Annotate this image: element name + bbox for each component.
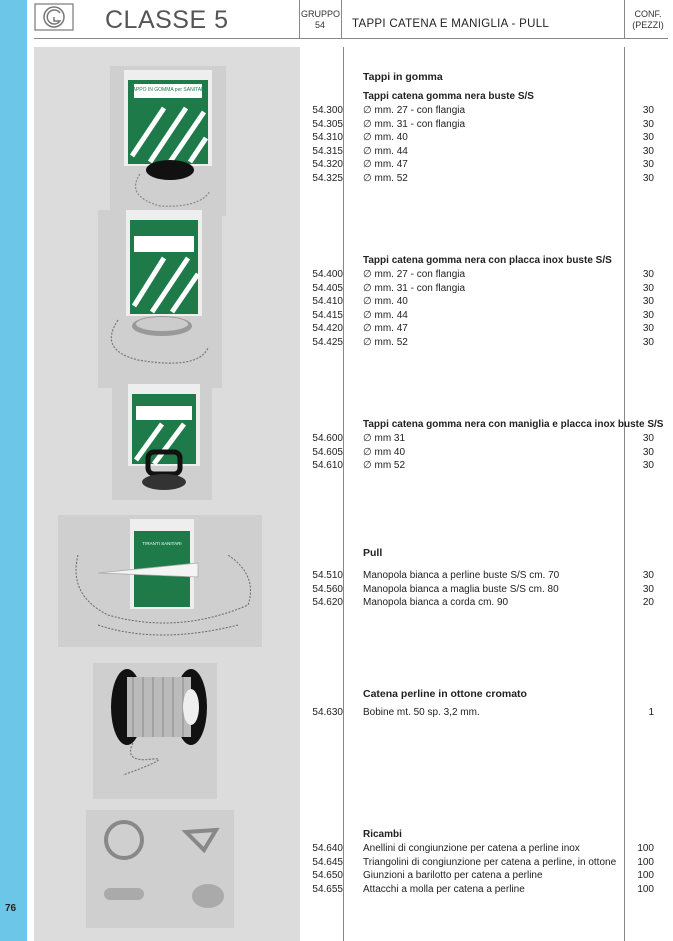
section-title-pull: Pull (363, 547, 383, 559)
item-quantity: 30 (642, 159, 654, 171)
description-list (363, 104, 643, 186)
item-description: ∅ mm. 44 (363, 309, 408, 321)
code-list (303, 706, 343, 720)
item-code: 54.640 (312, 843, 343, 854)
section-subtitle: Tappi catena gomma nera con maniglia e placca inox buste S/S (363, 419, 664, 430)
item-code: 54.325 (312, 172, 343, 184)
code-list (303, 432, 343, 473)
product-photo-plug-handle (112, 384, 212, 500)
quantity-list (620, 842, 654, 896)
item-description: ∅ mm. 40 (363, 132, 408, 144)
item-description: ∅ mm. 47 (363, 159, 408, 171)
item-description: ∅ mm. 27 - con flangia (363, 105, 466, 116)
header-separator (299, 0, 300, 38)
page-number: 76 (5, 903, 17, 914)
class-title: CLASSE 5 (105, 6, 229, 34)
item-code: 54.620 (312, 597, 343, 609)
item-quantity: 30 (642, 172, 654, 184)
item-quantity: 30 (642, 570, 654, 581)
item-code: 54.400 (312, 269, 343, 280)
conf-label: CONF. (634, 9, 662, 19)
section-title-rubber-plugs: Tappi in gomma (363, 71, 443, 83)
item-code: 54.510 (312, 570, 343, 581)
item-code: 54.315 (312, 145, 343, 157)
conf-box (628, 9, 668, 31)
item-description: ∅ mm. 44 (363, 145, 408, 157)
item-description: Bobine mt. 50 sp. 3,2 mm. (363, 707, 480, 718)
item-code: 54.630 (312, 707, 343, 718)
item-code: 54.600 (312, 433, 343, 444)
bag-label: TAPPO IN GOMMA per SANITARI (129, 87, 207, 93)
item-description: Attacchi a molla per catena a perline (363, 883, 525, 895)
section-subtitle: Tappi catena gomma nera buste S/S (363, 91, 534, 102)
product-photo-plug (110, 66, 226, 216)
side-color-strip (0, 0, 27, 941)
group-number: 54 (314, 20, 325, 30)
quantity-list (620, 706, 654, 720)
item-code: 54.655 (312, 883, 343, 895)
bag-label-pull: TIRANTI SANITARI (142, 541, 182, 546)
item-quantity: 30 (642, 446, 654, 458)
item-code: 54.415 (312, 309, 343, 321)
item-description: ∅ mm. 40 (363, 296, 408, 308)
section-subtitle: Ricambi (363, 829, 402, 840)
item-description: Giunzioni a barilotto per catena a perline (363, 870, 543, 882)
page-title: TAPPI CATENA E MANIGLIA - PULL (352, 18, 550, 30)
description-list (363, 268, 643, 350)
quantity-list (620, 104, 654, 186)
item-code: 54.420 (312, 323, 343, 335)
code-list (303, 569, 343, 610)
code-list (303, 268, 343, 350)
item-quantity: 30 (642, 269, 654, 280)
code-list (303, 842, 343, 896)
section-subtitle: Tappi catena gomma nera con placca inox buste S/S (363, 255, 612, 266)
item-code: 54.320 (312, 159, 343, 171)
code-list (303, 104, 343, 186)
item-quantity: 30 (642, 145, 654, 157)
header-divider (34, 38, 668, 39)
section-title-chain: Catena perline in ottone cromato (363, 688, 527, 700)
header-separator (341, 0, 342, 38)
description-list (363, 432, 643, 473)
item-quantity: 1 (648, 707, 654, 718)
brand-logo (34, 3, 74, 31)
item-description: Anellini di congiunzione per catena a perline inox (363, 843, 580, 854)
item-quantity: 30 (642, 336, 654, 348)
item-code: 54.425 (312, 336, 343, 348)
item-description: ∅ mm 31 (363, 433, 406, 444)
item-description: ∅ mm 52 (363, 460, 406, 472)
item-quantity: 30 (642, 118, 654, 130)
item-description: ∅ mm. 27 - con flangia (363, 269, 466, 280)
item-quantity: 30 (642, 460, 654, 472)
item-quantity: 30 (642, 132, 654, 144)
group-box (301, 9, 339, 31)
item-code: 54.305 (312, 118, 343, 130)
item-quantity: 30 (642, 309, 654, 321)
item-description: Triangolini di congiunzione per catena a perline, in ottone (363, 856, 617, 868)
item-description: ∅ mm. 31 - con flangia (363, 118, 466, 130)
item-code: 54.560 (312, 583, 343, 595)
item-description: ∅ mm. 52 (363, 172, 408, 184)
item-quantity: 30 (642, 105, 654, 116)
description-list (363, 842, 643, 896)
description-list (363, 569, 643, 610)
description-list (363, 706, 643, 720)
item-quantity: 30 (642, 296, 654, 308)
group-label: GRUPPO (301, 9, 341, 19)
product-photo-pull (58, 515, 262, 647)
item-quantity: 100 (637, 870, 654, 882)
quantity-list (620, 432, 654, 473)
item-quantity: 30 (642, 282, 654, 294)
product-photo-plug-plate (98, 210, 222, 388)
item-description: ∅ mm. 47 (363, 323, 408, 335)
quantity-list (620, 569, 654, 610)
item-code: 54.410 (312, 296, 343, 308)
item-quantity: 30 (642, 583, 654, 595)
item-description: ∅ mm. 31 - con flangia (363, 282, 466, 294)
item-quantity: 100 (637, 843, 654, 854)
item-code: 54.645 (312, 856, 343, 868)
item-quantity: 30 (642, 433, 654, 444)
quantity-list (620, 268, 654, 350)
item-description: Manopola bianca a corda cm. 90 (363, 597, 509, 609)
item-code: 54.605 (312, 446, 343, 458)
item-quantity: 100 (637, 856, 654, 868)
item-description: ∅ mm 40 (363, 446, 406, 458)
item-code: 54.405 (312, 282, 343, 294)
item-description: Manopola bianca a perline buste S/S cm. 70 (363, 570, 560, 581)
header-separator (624, 0, 625, 38)
column-divider (343, 47, 344, 941)
item-quantity: 30 (642, 323, 654, 335)
item-quantity: 20 (642, 597, 654, 609)
product-photo-spool (93, 663, 217, 799)
item-quantity: 100 (637, 883, 654, 895)
conf-sub: (PEZZI) (632, 20, 664, 30)
product-photo-spare-parts (86, 810, 234, 928)
item-code: 54.310 (312, 132, 343, 144)
item-description: ∅ mm. 52 (363, 336, 408, 348)
item-description: Manopola bianca a maglia buste S/S cm. 80 (363, 583, 559, 595)
item-code: 54.650 (312, 870, 343, 882)
item-code: 54.610 (312, 460, 343, 472)
item-code: 54.300 (312, 105, 343, 116)
